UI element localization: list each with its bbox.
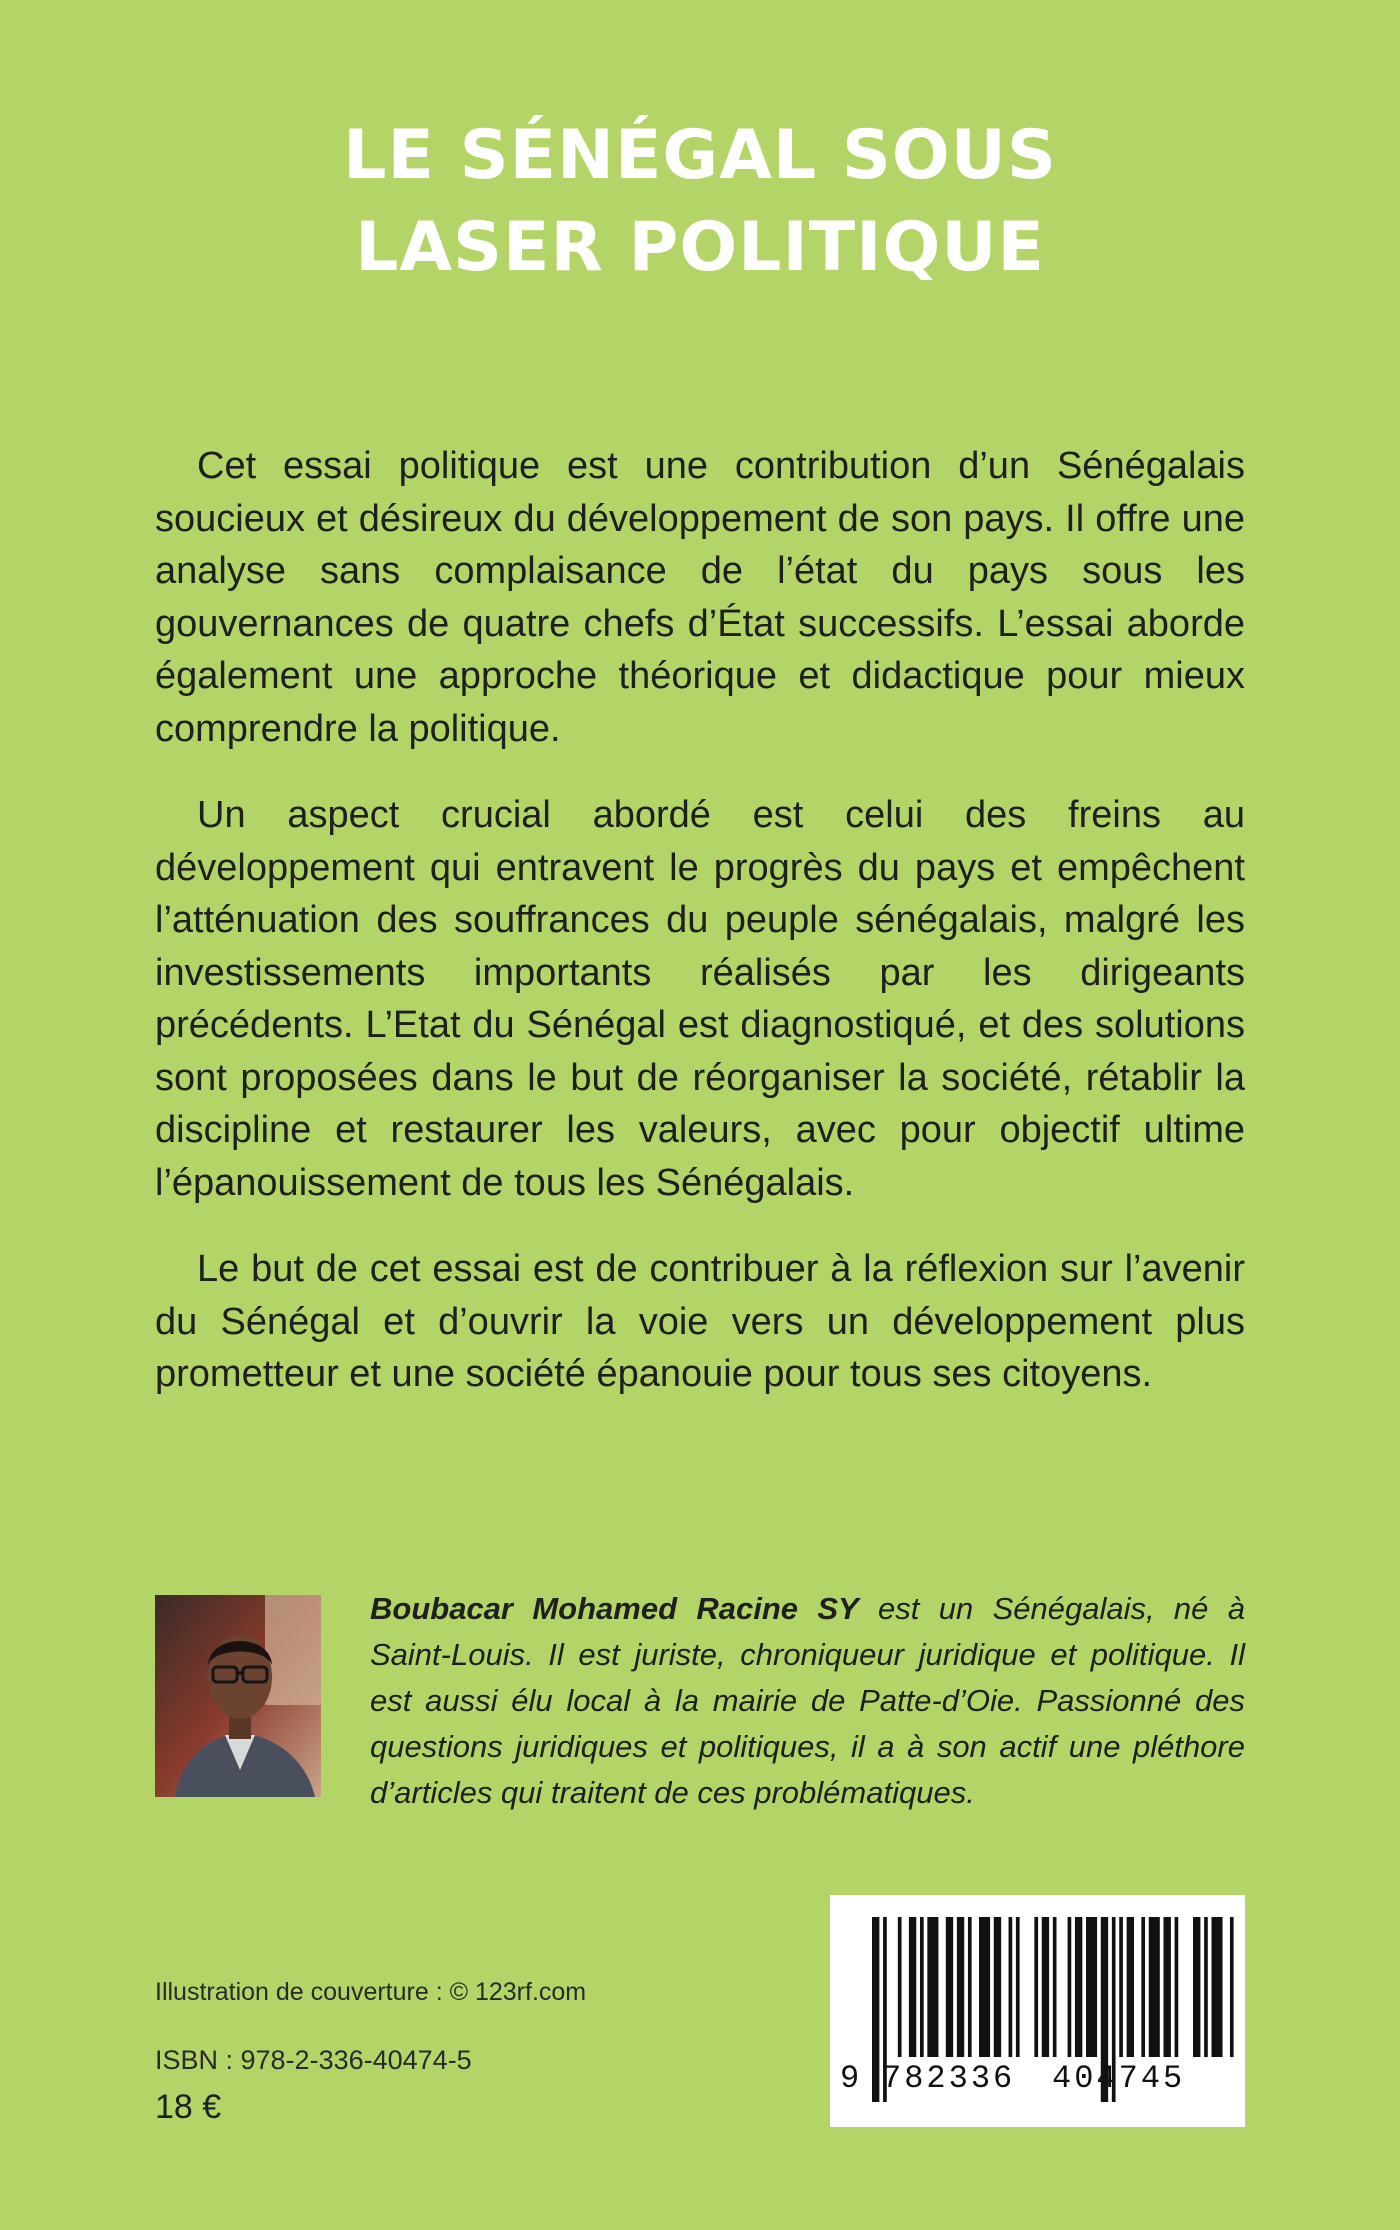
- barcode-bar: [946, 1917, 953, 2057]
- barcode-bar: [1119, 1917, 1123, 2057]
- barcode-first-digit: 9: [840, 2060, 860, 2097]
- barcode-bar: [968, 1917, 972, 2057]
- summary-paragraph-3: Le but de cet essai est de contribuer à la réflexion sur l’avenir du Sénégal et d’ouvrir la voie vers un développement plus prometteur et une société épanouie pour tous ses citoyens.: [155, 1248, 1245, 1395]
- barcode-bar: [927, 1917, 938, 2057]
- barcode-bar: [1053, 1917, 1057, 2057]
- barcode-group-1: 782336: [882, 2060, 1016, 2097]
- barcode-bar: [1009, 1917, 1013, 2057]
- barcode-bar: [1068, 1917, 1072, 2057]
- barcode-group-2: 404745: [1052, 2060, 1186, 2097]
- barcode-bar: [979, 1917, 990, 2057]
- price: 18 €: [155, 2088, 222, 2126]
- author-bio: [370, 1586, 1245, 1816]
- barcode-bar: [1230, 1917, 1234, 2057]
- barcode-bar: [1016, 1917, 1020, 2057]
- barcode-bar: [898, 1917, 902, 2057]
- barcode-bar: [1149, 1917, 1160, 2057]
- barcode-bar: [1141, 1917, 1145, 2057]
- barcode-bar: [1211, 1917, 1222, 2057]
- book-title-line-1: LE SÉNÉGAL SOUS: [343, 116, 1057, 195]
- author-bio-text: est un Sénégalais, né à Saint-Louis. Il est juriste, chroniqueur juridique et politique. Il est aussi élu local à la mairie de Patte-d’Oie. Passionné des questions juridiques et politiques, il a à son actif une pléthore d’articles qui traitent de ces problématiques.: [370, 1591, 1245, 1810]
- book-title: [0, 110, 1400, 294]
- barcode-bar: [957, 1917, 964, 2057]
- barcode: [830, 1895, 1245, 2127]
- barcode-bar: [1086, 1917, 1097, 2057]
- barcode-bar: [1127, 1917, 1134, 2057]
- barcode-bar: [1164, 1917, 1171, 2057]
- barcode-bar: [1034, 1917, 1038, 2057]
- author-photo: [155, 1595, 321, 1797]
- barcode-bar: [1075, 1917, 1082, 2057]
- isbn: ISBN : 978-2-336-40474-5: [155, 2045, 472, 2075]
- author-portrait-image: [155, 1595, 321, 1797]
- barcode-bar: [1175, 1917, 1179, 2057]
- barcode-bar: [920, 1917, 924, 2057]
- summary-paragraph-1: Cet essai politique est une contribution d’un Sénégalais soucieux et désireux du développement de son pays. Il offre une analyse sans complaisance de l’état du pays sous les gouvernances de quatre chefs d’État successifs. L’essai aborde également une approche théorique et didactique pour mieux comprendre la politique.: [155, 445, 1245, 750]
- summary-paragraph-2: Un aspect crucial abordé est celui des freins au développement qui entravent le progrès du pays et empêchent l’atténuation des souffrances du peuple sénégalais, malgré les investissements importants réalisés par les dirigeants précédents. L’Etat du Sénégal est diagnostiqué, et des solutions sont proposées dans le but de réorganiser la société, rétablir la discipline et restaurer les valeurs, avec pour objectif ultime l’épanouissement de tous les Sénégalais.: [155, 794, 1245, 1204]
- barcode-bar: [909, 1917, 916, 2057]
- barcode-bar: [994, 1917, 1001, 2057]
- summary: [155, 440, 1245, 1435]
- barcode-bar: [872, 1917, 879, 2102]
- barcode-bar: [1042, 1917, 1049, 2057]
- cover-illustration-credit: Illustration de couverture : © 123rf.com: [155, 1978, 587, 2006]
- author-name: Boubacar Mohamed Racine SY: [370, 1591, 859, 1626]
- barcode-bar: [1204, 1917, 1208, 2057]
- book-title-line-2: LASER POLITIQUE: [355, 208, 1045, 287]
- barcode-bar: [1193, 1917, 1200, 2057]
